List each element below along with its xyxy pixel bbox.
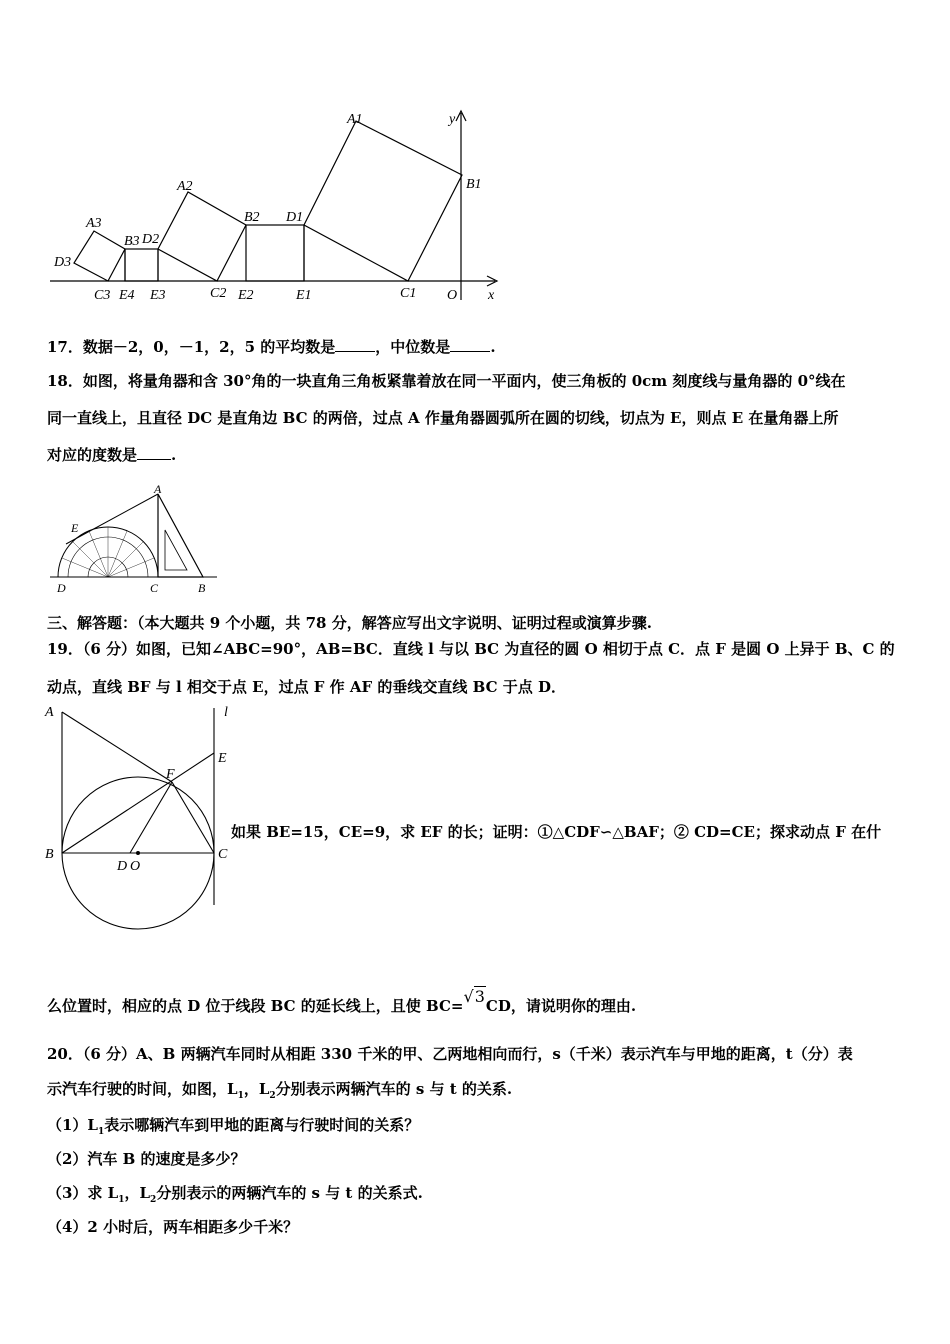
q19-text-b: CD，请说明你的理由. [485, 997, 637, 1015]
label-y: y [449, 112, 456, 127]
q18-blank [137, 447, 171, 460]
fig3-label-l: l [224, 705, 228, 720]
q18-line-2: 同一直线上，且直径 DC 是直角边 BC 的两倍，过点 A 作量角器圆弧所在圆的切线，切点为 E，则点 E 在量角器上所 [47, 409, 839, 427]
label-E1: E1 [296, 288, 312, 303]
fig2-label-B: B [198, 581, 206, 595]
section-3-header: 三、解答题：（本大题共 9 个小题，共 78 分，解答应写出文字说明、证明过程或演算步骤. [47, 614, 652, 632]
fig2-label-C: C [150, 581, 159, 595]
q20-part-4: （4）2 小时后，两车相距多少千米？ [47, 1218, 299, 1236]
fig3-label-D: D [117, 859, 128, 874]
fig3-label-F: F [166, 767, 175, 782]
question-17 [47, 336, 496, 357]
label-A3: A3 [86, 216, 102, 231]
label-B2: B2 [244, 210, 260, 225]
q20-p1-b: 表示哪辆汽车到甲地的距离与行驶时间的关系？ [104, 1116, 420, 1134]
sqrt-radicand: 3 [474, 987, 485, 1006]
line-BE [62, 753, 214, 853]
fig3-label-C: C [218, 847, 228, 862]
label-D3: D3 [54, 255, 72, 270]
q17-text-a: 17．数据－2，0，－1，2，5 的平均数是 [47, 338, 336, 356]
label-C2: C2 [210, 286, 227, 301]
tangent-line-AE [66, 494, 158, 544]
square-3 [74, 231, 125, 281]
q20-line-2 [47, 1078, 512, 1101]
q19-text-a: 么位置时，相应的点 D 位于线段 BC 的延长线上，且使 BC= [47, 997, 464, 1015]
label-D2: D2 [142, 232, 160, 247]
label-C1: C1 [400, 286, 417, 301]
q20-p3-sub1: 1 [118, 1195, 125, 1205]
label-B3: B3 [124, 234, 140, 249]
q20-part-1 [47, 1114, 419, 1137]
q18-text-b: . [171, 446, 177, 464]
q20-line2-b: ，L [243, 1080, 270, 1098]
fig2-label-E: E [71, 521, 79, 535]
label-A2: A2 [177, 179, 193, 194]
label-E3: E3 [150, 288, 166, 303]
q18-text-a: 对应的度数是 [47, 446, 138, 464]
sqrt-expression: √3 [463, 987, 485, 1006]
q20-line2-a: 示汽车行驶的时间，如图，L [47, 1080, 238, 1098]
q20-p3-b: ，L [124, 1184, 151, 1202]
figure-squares-chain [50, 105, 505, 310]
q20-p3-sub2: 2 [150, 1195, 157, 1205]
label-B1: B1 [466, 177, 482, 192]
square-1 [304, 121, 462, 281]
q20-line2-sub1: 1 [237, 1091, 244, 1101]
label-x: x [488, 288, 495, 303]
fig3-label-A: A [45, 705, 54, 720]
square-b2-d1 [246, 225, 304, 281]
q19-line-3 [47, 987, 637, 1016]
label-O: O [447, 288, 458, 303]
label-D1: D1 [286, 210, 304, 225]
label-E2: E2 [238, 288, 254, 303]
q17-blank-2 [450, 339, 490, 352]
figure-protractor-triangle [45, 482, 220, 597]
q20-line2-c: 分别表示两辆汽车的 s 与 t 的关系. [275, 1080, 513, 1098]
fig3-label-B: B [45, 847, 54, 862]
q20-p1-sub: 1 [97, 1127, 105, 1137]
q17-text-c: . [490, 338, 496, 356]
q20-p3-c: 分别表示的两辆汽车的 s 与 t 的关系式. [156, 1184, 423, 1202]
q17-blank-1 [335, 339, 375, 352]
fig3-label-O: O [130, 859, 141, 874]
label-A1: A1 [347, 112, 363, 127]
fig2-label-D: D [57, 581, 66, 595]
q19-side-text: 如果 BE=15，CE=9，求 EF 的长；证明：①△CDF∽△BAF；② CD=CE；探求动点 F 在什 [231, 823, 882, 841]
q20-line2-sub2: 2 [269, 1091, 276, 1101]
q19-line-1: 19．（6 分）如图，已知∠ABC=90°，AB=BC．直线 l 与以 BC 为直径的圆 O 相切于点 C．点 F 是圆 O 上异于 B、C 的 [47, 640, 895, 658]
q19-line-2: 动点，直线 BF 与 l 相交于点 E，过点 F 作 AF 的垂线交直线 BC 于点 D． [47, 678, 566, 696]
fig3-label-E: E [218, 751, 227, 766]
square-b3-d2 [125, 249, 158, 281]
square-2 [158, 192, 246, 281]
q20-p1-a: （1）L [47, 1116, 98, 1134]
q20-p3-a: （3）求 L [47, 1184, 119, 1202]
segment-AF [62, 712, 172, 782]
fig2-label-A: A [154, 482, 162, 496]
q18-line-3 [47, 444, 176, 465]
label-E4: E4 [119, 288, 135, 303]
q20-part-2: （2）汽车 B 的速度是多少？ [47, 1150, 246, 1168]
segment-FC [172, 782, 214, 853]
label-C3: C3 [94, 288, 111, 303]
q18-line-1: 18．如图，将量角器和含 30°角的一块直角三角板紧靠着放在同一平面内，使三角板的 0cm 刻度线与量角器的 0°线在 [47, 372, 846, 390]
center-O-dot [136, 851, 140, 855]
figure-circle-tangent [42, 700, 237, 938]
segment-FD [130, 782, 172, 853]
q20-line-1: 20．（6 分）A、B 两辆汽车同时从相距 330 千米的甲、乙两地相向而行，s（千米）表示汽车与甲地的距离，t（分）表 [47, 1045, 853, 1063]
q17-text-b: ，中位数是 [375, 338, 451, 356]
q20-part-3 [47, 1182, 423, 1205]
